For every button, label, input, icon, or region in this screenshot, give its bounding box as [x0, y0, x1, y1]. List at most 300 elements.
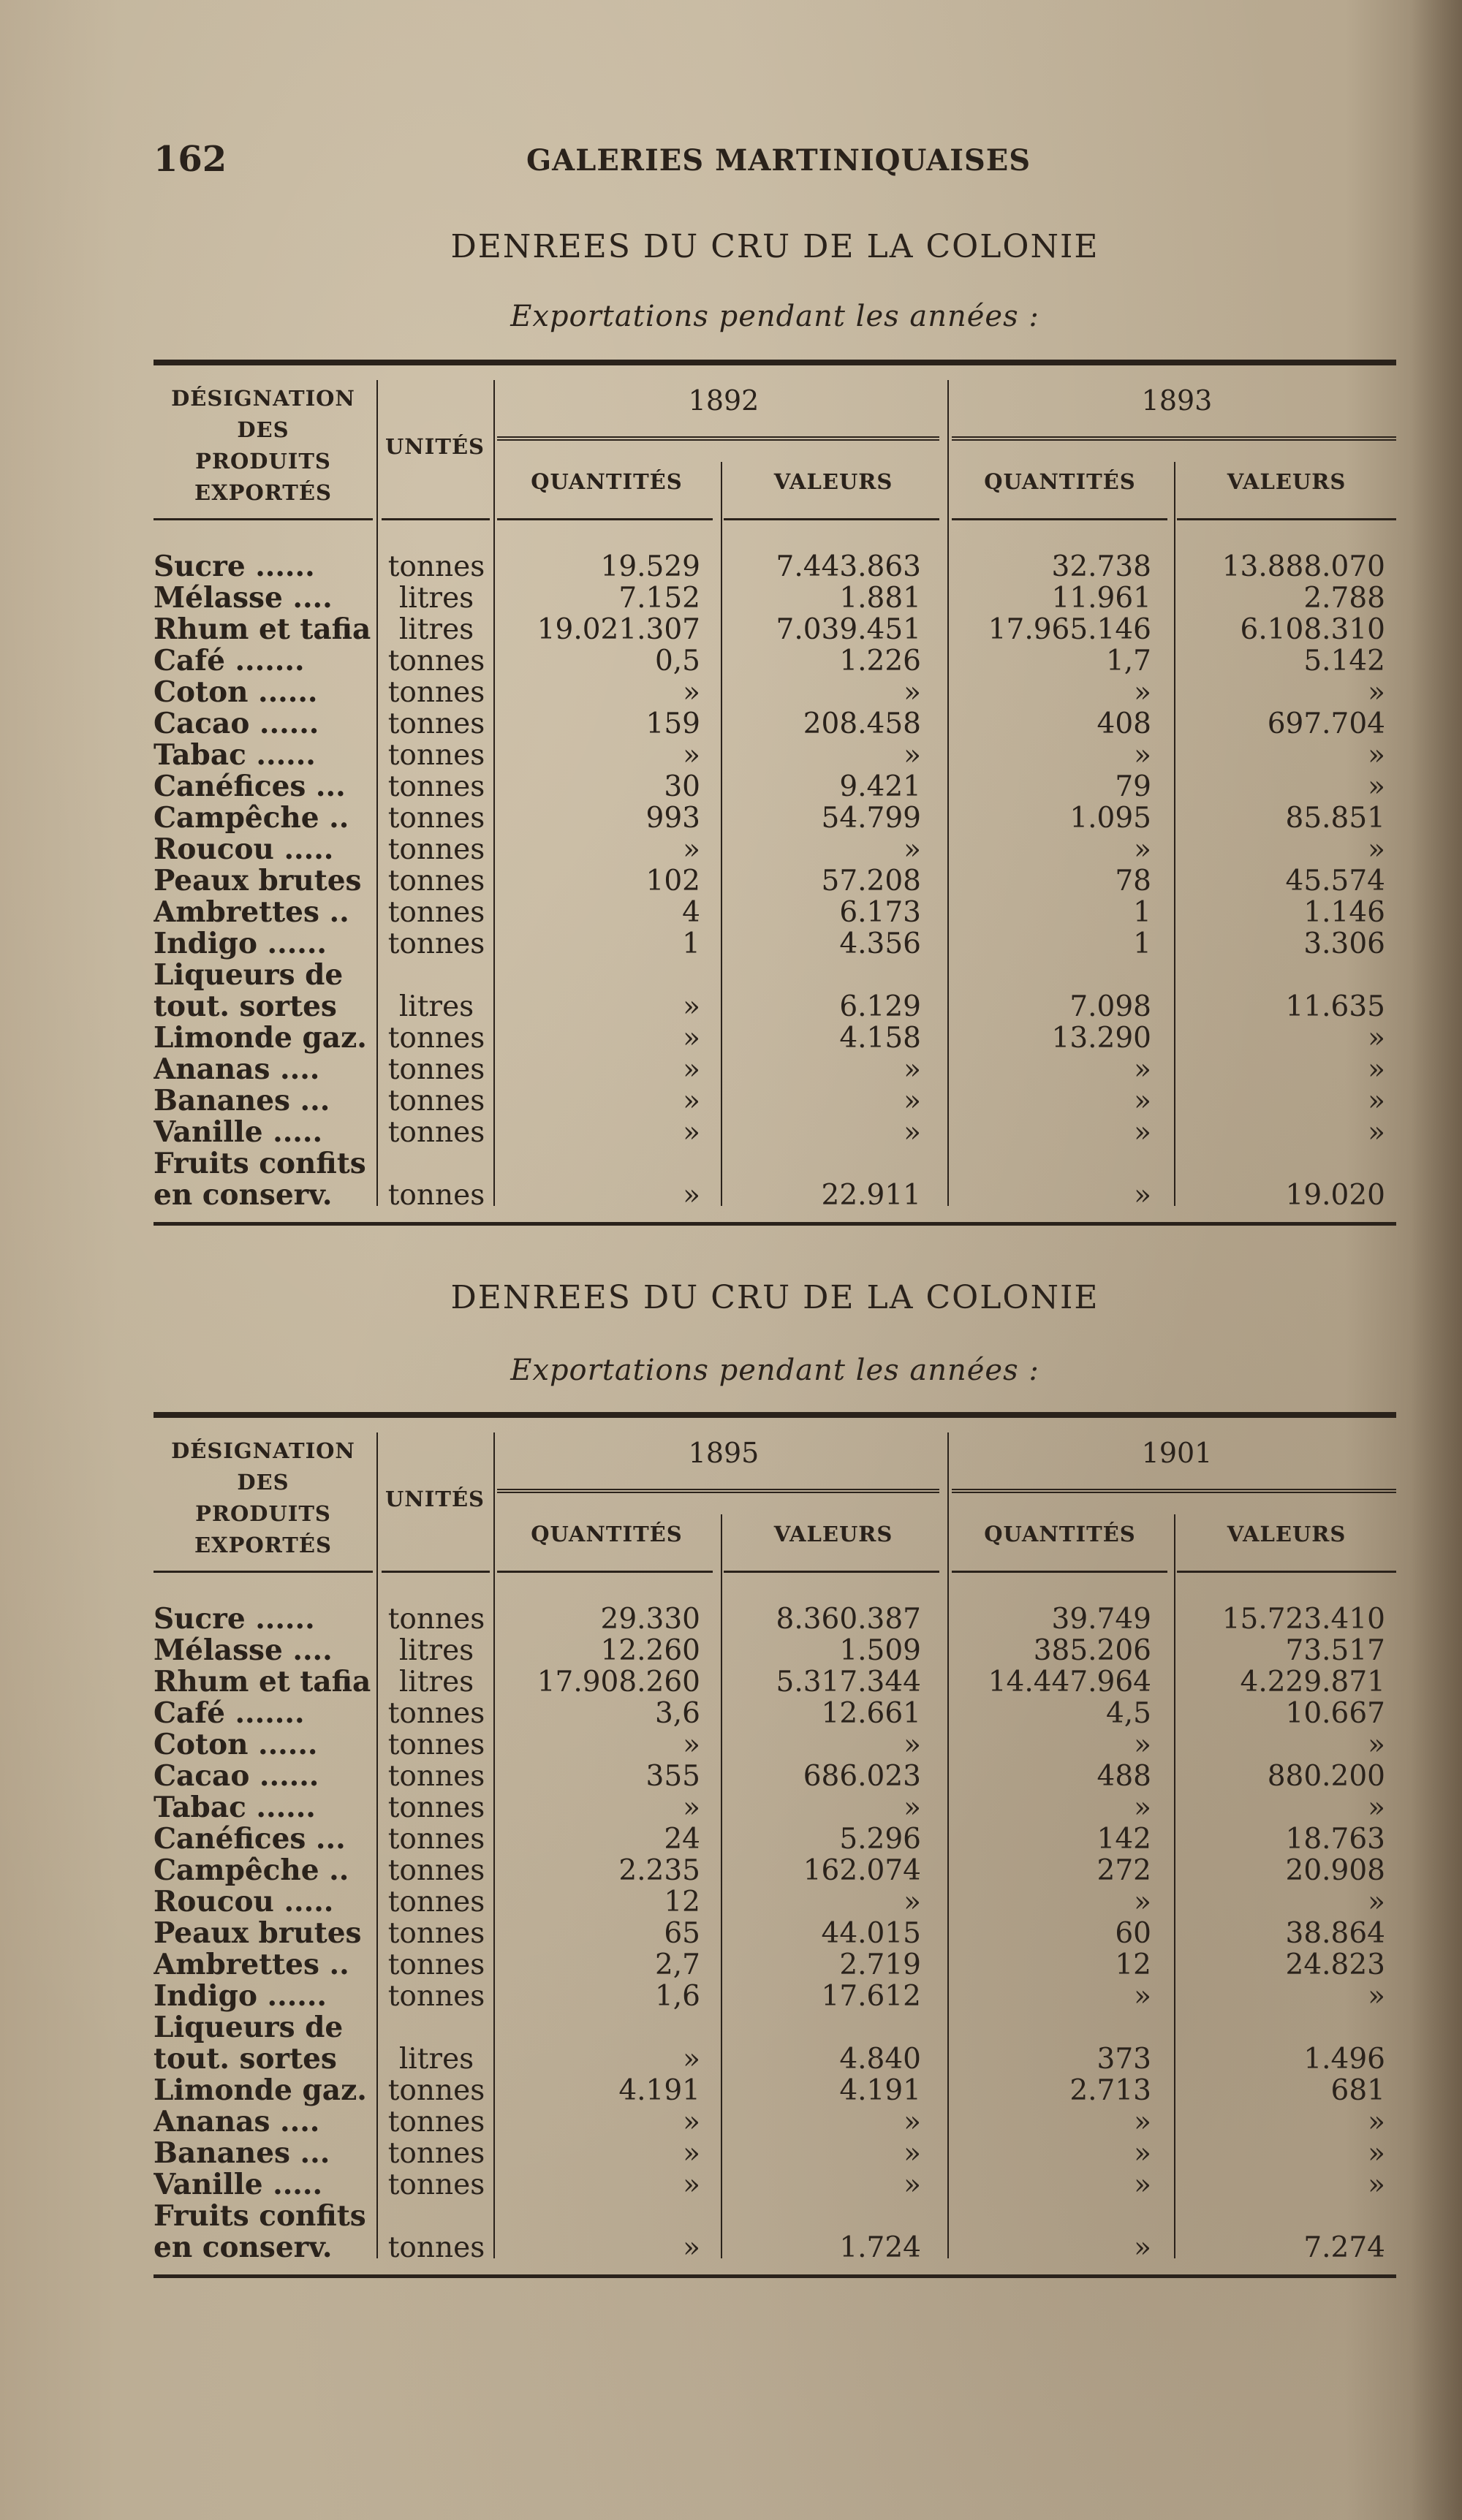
table-2-header-underline [497, 1571, 713, 1573]
cell-q2: » [1134, 1886, 1151, 1919]
table-row [154, 1981, 1396, 2012]
cell-q1: 4 [682, 896, 700, 929]
cell-label: Ananas .... [154, 2106, 320, 2138]
table-row [154, 582, 1396, 614]
designation-line: DÉSIGNATION [171, 1438, 355, 1463]
cell-v1: 12.661 [821, 1697, 921, 1730]
table-row [154, 1666, 1396, 1698]
table-2-year-b-rule [952, 1489, 1396, 1493]
cell-v1: 2.719 [839, 1948, 921, 1981]
cell-v2: 6.108.310 [1240, 613, 1385, 646]
cell-v2: » [1368, 676, 1385, 709]
cell-q1: » [683, 1022, 700, 1055]
cell-v2: 73.517 [1285, 1634, 1385, 1667]
table-1-year-a-rule [497, 436, 939, 441]
cell-unit: tonnes [387, 1917, 485, 1950]
cell-v1: 57.208 [821, 865, 921, 897]
cell-q1: 17.908.260 [537, 1666, 700, 1699]
cell-v1: 686.023 [803, 1760, 921, 1793]
cell-q1: » [683, 2043, 700, 2076]
cell-q2: 272 [1096, 1854, 1151, 1887]
table-row [154, 771, 1396, 802]
table-row [154, 991, 1396, 1022]
cell-q2: » [1134, 1116, 1151, 1149]
cell-q2: » [1134, 1980, 1151, 2013]
cell-q2: 4,5 [1105, 1697, 1151, 1730]
cell-unit: tonnes [387, 1980, 485, 2013]
cell-v2: » [1368, 833, 1385, 866]
cell-label: Ananas .... [154, 1054, 320, 1085]
table-row [154, 1635, 1396, 1666]
cell-label: tout. sortes [154, 991, 337, 1022]
cell-label: Limonde gaz. [154, 1022, 367, 1054]
cell-label: Coton ...... [154, 677, 318, 708]
cell-unit: tonnes [387, 770, 485, 803]
cell-q1: 1,6 [654, 1980, 700, 2013]
table-row [154, 1886, 1396, 1918]
cell-q2: » [1134, 676, 1151, 709]
cell-q1: » [683, 1791, 700, 1824]
cell-q1: » [683, 1053, 700, 1086]
cell-v1: 17.612 [821, 1980, 921, 2013]
cell-v1: 208.458 [803, 707, 921, 740]
table-1-quantities-header-b: QUANTITÉS [984, 469, 1136, 494]
table-row [154, 677, 1396, 708]
cell-label: Sucre ...... [154, 1604, 315, 1635]
cell-q1: 355 [645, 1760, 700, 1793]
table-row [154, 2106, 1396, 2138]
cell-q2: 60 [1115, 1917, 1151, 1950]
cell-q1: » [683, 2106, 700, 2138]
cell-v2: 20.908 [1285, 1854, 1385, 1887]
table-2-header-underline [724, 1571, 939, 1573]
cell-q1: 12 [664, 1886, 700, 1919]
cell-q1: 65 [664, 1917, 700, 1950]
table-1-subtitle: Exportations pendant les années : [510, 300, 1039, 333]
table-row [154, 1855, 1396, 1886]
cell-v2: » [1368, 2106, 1385, 2138]
table-row [154, 1148, 1396, 1180]
cell-v1: 4.840 [839, 2043, 921, 2076]
cell-q1: » [683, 676, 700, 709]
cell-v2: » [1368, 1980, 1385, 2013]
table-row [154, 928, 1396, 960]
cell-unit: tonnes [387, 1728, 485, 1761]
cell-unit: tonnes [387, 2231, 485, 2264]
cell-v2: 85.851 [1285, 802, 1385, 835]
cell-v1: 8.360.387 [776, 1603, 921, 1636]
table-1-header-underline [497, 518, 713, 520]
cell-q2: » [1134, 1728, 1151, 1761]
cell-label: Peaux brutes [154, 1918, 362, 1949]
table-2-units-header: UNITÉS [385, 1487, 485, 1511]
cell-q1: » [683, 1728, 700, 1761]
table-2 [154, 1412, 1396, 2289]
cell-q2: 1 [1133, 896, 1151, 929]
table-2-header [154, 1428, 1396, 1574]
cell-v1: » [904, 1053, 921, 1086]
table-row [154, 1918, 1396, 1949]
table-row [154, 2138, 1396, 2169]
cell-v2: » [1368, 2137, 1385, 2170]
table-1-title: DENREES DU CRU DE LA COLONIE [450, 228, 1099, 265]
cell-v1: 1.881 [839, 582, 921, 615]
cell-q2: 1.095 [1069, 802, 1151, 835]
cell-label: Mélasse .... [154, 582, 333, 614]
cell-label: Rhum et tafia [154, 614, 371, 645]
cell-unit: tonnes [387, 2137, 485, 2170]
cell-q2: 13.290 [1051, 1022, 1151, 1055]
table-2-header-underline [382, 1571, 490, 1573]
cell-v2: » [1368, 770, 1385, 803]
cell-unit: tonnes [387, 865, 485, 897]
cell-label: Tabac ...... [154, 740, 316, 771]
cell-unit: tonnes [387, 2168, 485, 2201]
cell-unit: tonnes [387, 1179, 485, 1212]
cell-unit: tonnes [387, 833, 485, 866]
table-2-quantities-header-a: QUANTITÉS [531, 1522, 683, 1546]
cell-unit: tonnes [387, 1854, 485, 1887]
cell-q1: » [683, 1179, 700, 1212]
cell-label: Roucou ..... [154, 834, 334, 865]
cell-label: Peaux brutes [154, 865, 362, 897]
table-row [154, 1823, 1396, 1855]
table-row [154, 1698, 1396, 1729]
cell-v1: 5.317.344 [776, 1666, 921, 1699]
table-1-year-b-rule [952, 436, 1396, 441]
cell-v2: 1.496 [1303, 2043, 1385, 2076]
cell-label: Sucre ...... [154, 551, 315, 582]
cell-v2: 3.306 [1303, 927, 1385, 960]
cell-q1: 159 [645, 707, 700, 740]
cell-v2: 45.574 [1285, 865, 1385, 897]
cell-v2: 19.020 [1285, 1179, 1385, 1212]
cell-q2: 14.447.964 [988, 1666, 1151, 1699]
cell-unit: tonnes [387, 2106, 485, 2138]
table-2-year-a-rule [497, 1489, 939, 1493]
cell-q1: 7.152 [618, 582, 700, 615]
table-row [154, 1054, 1396, 1085]
cell-q1: » [683, 990, 700, 1023]
cell-label: Rhum et tafia [154, 1666, 371, 1698]
table-row [154, 2075, 1396, 2106]
cell-label: Vanille ..... [154, 1117, 323, 1148]
cell-unit: tonnes [387, 1760, 485, 1793]
cell-v1: » [904, 1886, 921, 1919]
cell-v1: » [904, 1085, 921, 1117]
cell-label: Ambrettes .. [154, 1949, 349, 1981]
cell-q2: 1 [1133, 927, 1151, 960]
table-row [154, 1604, 1396, 1635]
table-1-values-header-a: VALEURS [773, 469, 893, 494]
table-row [154, 708, 1396, 740]
cell-q1: » [683, 1085, 700, 1117]
cell-q2: 408 [1096, 707, 1151, 740]
cell-q1: 19.529 [600, 550, 700, 583]
cell-label: Mélasse .... [154, 1635, 333, 1666]
cell-q2: » [1134, 833, 1151, 866]
cell-v2: 38.864 [1285, 1917, 1385, 1950]
cell-v2: 10.667 [1285, 1697, 1385, 1730]
cell-v1: 6.129 [839, 990, 921, 1023]
designation-line: EXPORTÉS [194, 1533, 332, 1557]
table-1-header [154, 376, 1396, 522]
running-title: GALERIES MARTINIQUAISES [526, 143, 1031, 178]
table-1-designation-header [154, 383, 373, 509]
table-1-year-a: 1892 [688, 384, 760, 417]
designation-line: DÉSIGNATION [171, 386, 355, 411]
cell-unit: litres [398, 1666, 474, 1699]
cell-label: Indigo ...... [154, 928, 327, 960]
cell-q1: 12.260 [600, 1634, 700, 1667]
cell-q1: 993 [645, 802, 700, 835]
cell-label: Campêche .. [154, 1855, 349, 1886]
cell-v1: » [904, 2168, 921, 2201]
table-row [154, 1949, 1396, 1981]
designation-line: DES [237, 417, 289, 442]
cell-q1: » [683, 2231, 700, 2264]
cell-q2: 32.738 [1051, 550, 1151, 583]
cell-v2: » [1368, 1022, 1385, 1055]
table-row [154, 2012, 1396, 2043]
cell-v2: 18.763 [1285, 1823, 1385, 1856]
cell-q1: » [683, 2137, 700, 2170]
cell-q2: » [1134, 1053, 1151, 1086]
table-row [154, 2201, 1396, 2232]
cell-v2: 681 [1330, 2074, 1385, 2107]
cell-q2: » [1134, 2231, 1151, 2264]
table-1-top-rule [154, 360, 1396, 365]
table-row [154, 834, 1396, 865]
designation-line: DES [237, 1470, 289, 1495]
table-row [154, 2043, 1396, 2075]
cell-unit: tonnes [387, 676, 485, 709]
table-2-year-a: 1895 [688, 1437, 760, 1469]
cell-q1: 24 [664, 1823, 700, 1856]
cell-label: Cacao ...... [154, 1761, 319, 1792]
cell-q1: 19.021.307 [537, 613, 700, 646]
cell-label: Campêche .. [154, 802, 349, 834]
cell-v1: 1.509 [839, 1634, 921, 1667]
cell-label: Fruits confits [154, 2201, 366, 2232]
cell-label: tout. sortes [154, 2043, 337, 2075]
table-row [154, 1792, 1396, 1823]
table-row [154, 865, 1396, 897]
cell-v2: 24.823 [1285, 1948, 1385, 1981]
table-1-year-b: 1893 [1141, 384, 1213, 417]
cell-unit: tonnes [387, 1603, 485, 1636]
table-2-subtitle: Exportations pendant les années : [510, 1354, 1039, 1387]
table-row [154, 1761, 1396, 1792]
cell-v2: » [1368, 1791, 1385, 1824]
cell-v2: 5.142 [1303, 645, 1385, 678]
cell-q1: » [683, 833, 700, 866]
cell-q2: 11.961 [1051, 582, 1151, 615]
cell-unit: litres [398, 990, 474, 1023]
cell-label: Café ....... [154, 1698, 305, 1729]
cell-label: Canéfices ... [154, 1823, 346, 1855]
table-1-values-header-b: VALEURS [1227, 469, 1347, 494]
cell-q2: » [1134, 1791, 1151, 1824]
cell-q1: 102 [645, 865, 700, 897]
cell-label: en conserv. [154, 1180, 333, 1211]
cell-v1: 162.074 [803, 1854, 921, 1887]
cell-v1: » [904, 1728, 921, 1761]
cell-v2: 11.635 [1285, 990, 1385, 1023]
table-1-header-underline [724, 518, 939, 520]
table-2-values-header-a: VALEURS [773, 1522, 893, 1546]
cell-unit: tonnes [387, 1886, 485, 1919]
page-number: 162 [154, 139, 227, 180]
cell-v1: 7.443.863 [776, 550, 921, 583]
cell-v1: » [904, 2106, 921, 2138]
cell-v2: 7.274 [1303, 2231, 1385, 2264]
cell-unit: tonnes [387, 802, 485, 835]
cell-q1: 2,7 [654, 1948, 700, 1981]
table-2-header-underline [952, 1571, 1167, 1573]
cell-v1: » [904, 1791, 921, 1824]
cell-unit: tonnes [387, 1823, 485, 1856]
cell-v1: » [904, 1116, 921, 1149]
table-1-header-underline [382, 518, 490, 520]
cell-label: Vanille ..... [154, 2169, 323, 2201]
cell-label: Liqueurs de [154, 960, 344, 991]
cell-q2: 17.965.146 [988, 613, 1151, 646]
cell-q2: 79 [1115, 770, 1151, 803]
table-1 [154, 360, 1396, 1237]
table-row [154, 2232, 1396, 2263]
cell-q2: » [1134, 1085, 1151, 1117]
cell-unit: tonnes [387, 1022, 485, 1055]
cell-label: Coton ...... [154, 1729, 318, 1761]
cell-v1: 5.296 [839, 1823, 921, 1856]
cell-label: Indigo ...... [154, 1981, 327, 2012]
cell-q2: 142 [1096, 1823, 1151, 1856]
table-row [154, 897, 1396, 928]
table-row [154, 802, 1396, 834]
cell-v2: 1.146 [1303, 896, 1385, 929]
table-row [154, 1085, 1396, 1117]
running-head [154, 139, 1389, 183]
designation-line: PRODUITS [195, 1501, 331, 1526]
cell-q1: 30 [664, 770, 700, 803]
cell-label: Bananes ... [154, 1085, 330, 1117]
cell-q2: 2.713 [1069, 2074, 1151, 2107]
table-row [154, 1022, 1396, 1054]
cell-label: Canéfices ... [154, 771, 346, 802]
table-2-top-rule [154, 1412, 1396, 1418]
cell-unit: tonnes [387, 896, 485, 929]
cell-q2: » [1134, 1179, 1151, 1212]
cell-q1: 3,6 [654, 1697, 700, 1730]
cell-label: Café ....... [154, 645, 305, 677]
cell-v2: » [1368, 1053, 1385, 1086]
cell-q2: » [1134, 739, 1151, 772]
table-row [154, 2169, 1396, 2201]
cell-unit: litres [398, 582, 474, 615]
cell-label: Roucou ..... [154, 1886, 334, 1918]
cell-unit: tonnes [387, 1085, 485, 1117]
cell-q2: » [1134, 2106, 1151, 2138]
cell-q1: » [683, 739, 700, 772]
cell-unit: tonnes [387, 707, 485, 740]
cell-unit: tonnes [387, 1116, 485, 1149]
cell-label: en conserv. [154, 2232, 333, 2263]
table-row [154, 1180, 1396, 1211]
cell-q1: 1 [682, 927, 700, 960]
table-2-title: DENREES DU CRU DE LA COLONIE [450, 1279, 1099, 1316]
table-2-header-underline [1177, 1571, 1396, 1573]
cell-unit: tonnes [387, 2074, 485, 2107]
page-edge-shadow [1411, 0, 1462, 2520]
cell-v2: » [1368, 2168, 1385, 2201]
cell-q2: 488 [1096, 1760, 1151, 1793]
cell-unit: tonnes [387, 1948, 485, 1981]
cell-v2: 697.704 [1267, 707, 1385, 740]
cell-v2: 4.229.871 [1240, 1666, 1385, 1699]
cell-v1: » [904, 676, 921, 709]
cell-unit: litres [398, 1634, 474, 1667]
table-row [154, 740, 1396, 771]
cell-q2: » [1134, 2168, 1151, 2201]
cell-q1: 29.330 [600, 1603, 700, 1636]
cell-q1: 4.191 [618, 2074, 700, 2107]
cell-v2: » [1368, 1116, 1385, 1149]
table-row [154, 551, 1396, 582]
table-1-units-header: UNITÉS [385, 434, 485, 459]
cell-v1: » [904, 2137, 921, 2170]
cell-label: Fruits confits [154, 1148, 366, 1180]
table-2-year-b: 1901 [1141, 1437, 1213, 1469]
cell-q1: 0,5 [654, 645, 700, 678]
cell-q2: 385.206 [1033, 1634, 1151, 1667]
table-row [154, 645, 1396, 677]
cell-unit: tonnes [387, 1791, 485, 1824]
cell-v2: » [1368, 1085, 1385, 1117]
cell-q2: 373 [1096, 2043, 1151, 2076]
table-row [154, 1117, 1396, 1148]
cell-unit: tonnes [387, 1697, 485, 1730]
cell-label: Liqueurs de [154, 2012, 344, 2043]
cell-v2: » [1368, 1886, 1385, 1919]
table-1-bottom-rule [154, 1222, 1396, 1226]
cell-q2: 39.749 [1051, 1603, 1151, 1636]
cell-unit: tonnes [387, 1053, 485, 1086]
table-1-header-underline [952, 518, 1167, 520]
cell-v1: 54.799 [821, 802, 921, 835]
table-2-designation-header [154, 1435, 373, 1561]
cell-unit: litres [398, 2043, 474, 2076]
designation-line: PRODUITS [195, 449, 331, 474]
cell-unit: tonnes [387, 739, 485, 772]
cell-v2: 880.200 [1267, 1760, 1385, 1793]
cell-q2: 12 [1115, 1948, 1151, 1981]
table-row [154, 614, 1396, 645]
cell-label: Ambrettes .. [154, 897, 349, 928]
table-1-header-underline [1177, 518, 1396, 520]
cell-label: Limonde gaz. [154, 2075, 367, 2106]
cell-q1: » [683, 2168, 700, 2201]
cell-v1: 22.911 [821, 1179, 921, 1212]
designation-line: EXPORTÉS [194, 480, 332, 505]
table-2-header-underline [154, 1571, 373, 1573]
cell-v1: 9.421 [839, 770, 921, 803]
cell-q1: 2.235 [618, 1854, 700, 1887]
cell-v2: 2.788 [1303, 582, 1385, 615]
cell-unit: litres [398, 613, 474, 646]
table-row [154, 960, 1396, 991]
cell-v1: 4.191 [839, 2074, 921, 2107]
